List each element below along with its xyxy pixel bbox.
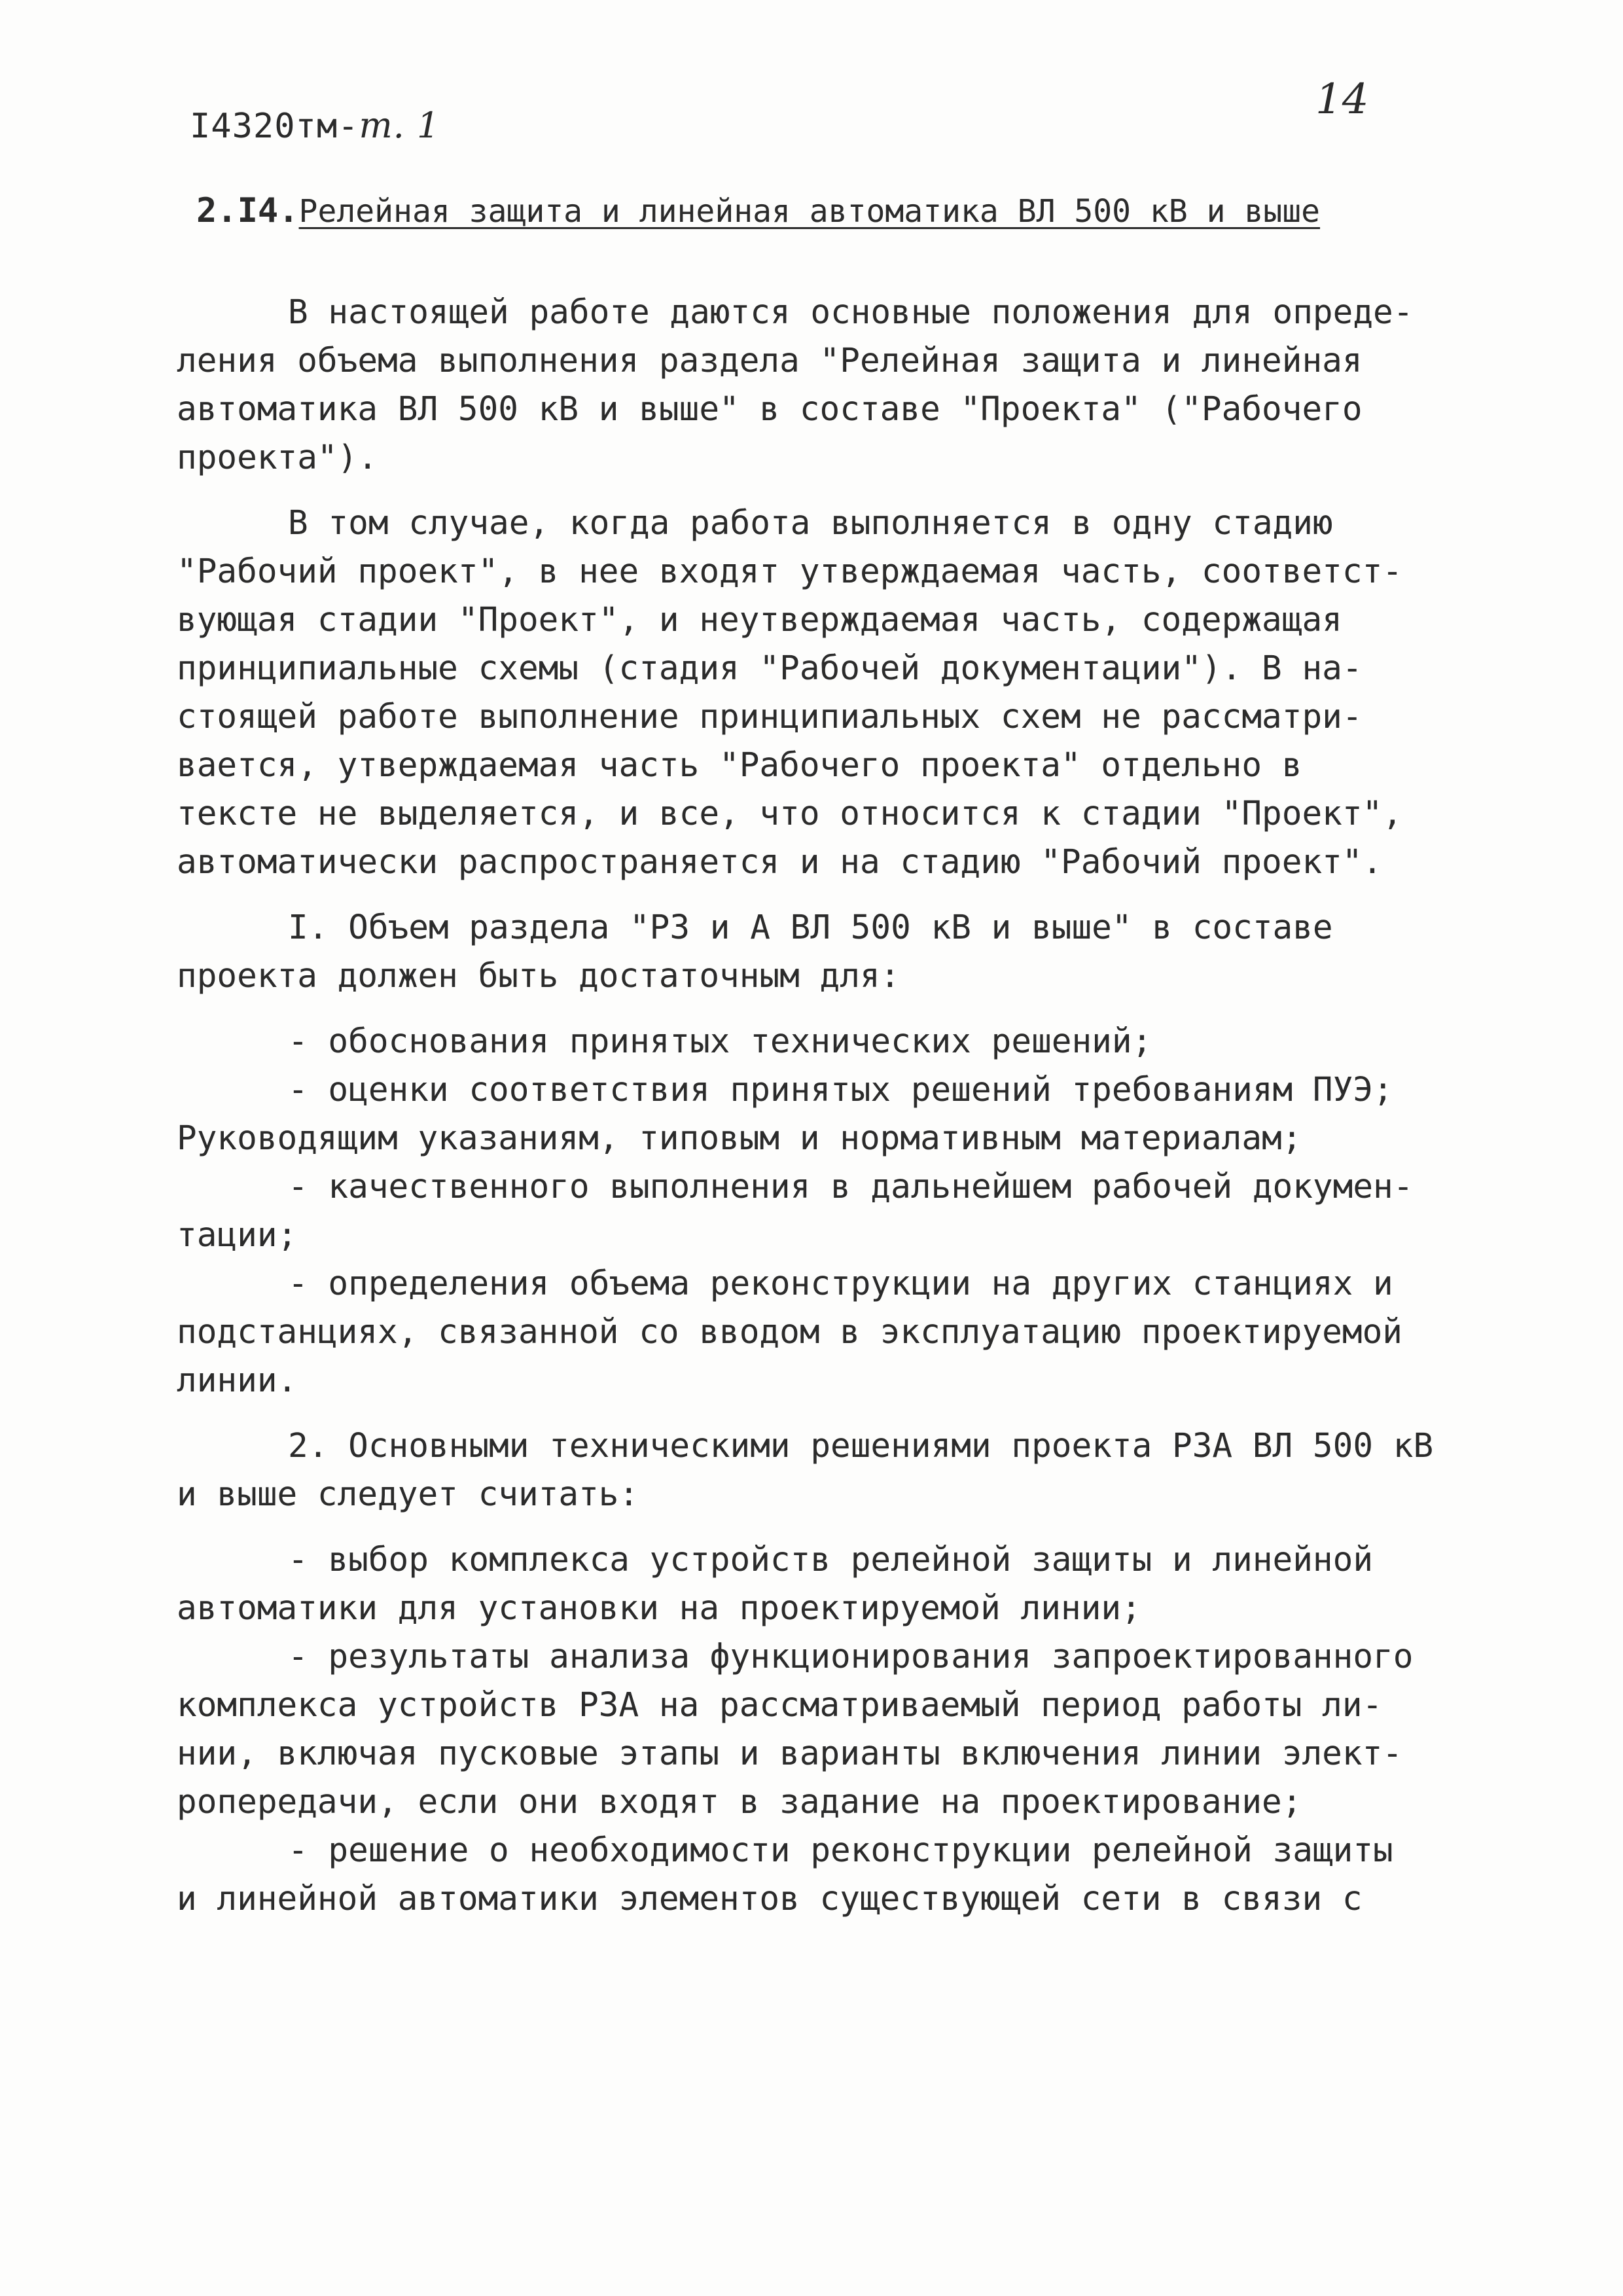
text-line: нии, включая пусковые этапы и варианты включения линии элект- <box>177 1734 1402 1773</box>
text-line: ления объема выполнения раздела "Релейная защита и линейная <box>177 342 1363 380</box>
document-code <box>190 105 440 146</box>
list-item: - оценки соответствия принятых решений требованиям ПУЭ; <box>288 1071 1393 1109</box>
section-title: Релейная защита и линейная автоматика ВЛ 500 кВ и выше <box>298 193 1321 230</box>
text-line: проекта должен быть достаточным для: <box>177 957 901 996</box>
text-line: проекта"). <box>177 439 378 477</box>
list-item: - выбор комплекса устройств релейной защиты и линейной <box>288 1541 1374 1579</box>
text-line: "Рабочий проект", в нее входят утверждаемая часть, соответст- <box>177 552 1402 591</box>
list-item: - качественного выполнения в дальнейшем рабочей докумен- <box>288 1168 1414 1206</box>
list-item: - результаты анализа функционирования запроектированного <box>288 1638 1414 1676</box>
list-item: - решение о необходимости реконструкции релейной защиты <box>288 1831 1393 1870</box>
section-heading <box>196 191 1320 230</box>
text-line: Руководящим указаниям, типовым и нормативным материалам; <box>177 1119 1302 1158</box>
list-item: - обоснования принятых технических решений; <box>288 1022 1152 1061</box>
list-item: - определения объема реконструкции на других станциях и <box>288 1265 1393 1303</box>
text-line: линии. <box>177 1361 298 1400</box>
text-line: подстанциях, связанной со вводом в эксплуатацию проектируемой <box>177 1313 1402 1352</box>
text-line: В том случае, когда работа выполняется в одну стадию <box>288 504 1333 543</box>
text-line: вается, утверждаемая часть "Рабочего проекта" отдельно в <box>177 746 1302 785</box>
text-line: ропередачи, если они входят в задание на проектирование; <box>177 1783 1302 1821</box>
text-line: стоящей работе выполнение принципиальных схем не рассматри- <box>177 698 1363 736</box>
page-number: 14 <box>1315 75 1369 124</box>
document-code-handwritten: т. 1 <box>359 105 440 146</box>
text-line: автоматически распространяется и на стадию "Рабочий проект". <box>177 843 1383 882</box>
text-line: комплекса устройств РЗА на рассматриваемый период работы ли- <box>177 1686 1383 1725</box>
text-line: тации; <box>177 1216 298 1255</box>
section-number: 2.I4. <box>196 191 299 230</box>
document-code-typed: I4320тм- <box>190 107 359 146</box>
text-line: 2. Основными техническими решениями проекта РЗА ВЛ 500 кВ <box>288 1427 1434 1465</box>
text-line: I. Объем раздела "РЗ и А ВЛ 500 кВ и выше" в составе <box>288 908 1333 947</box>
text-line: В настоящей работе даются основные положения для опреде- <box>288 293 1414 332</box>
text-line: принципиальные схемы (стадия "Рабочей документации"). В на- <box>177 649 1363 688</box>
text-line: тексте не выделяется, и все, что относится к стадии "Проект", <box>177 795 1402 833</box>
text-line: и линейной автоматики элементов существующей сети в связи с <box>177 1880 1363 1918</box>
text-line: и выше следует считать: <box>177 1475 639 1514</box>
text-line: вующая стадии "Проект", и неутверждаемая часть, содержащая <box>177 601 1342 639</box>
text-line: автоматика ВЛ 500 кВ и выше" в составе "Проекта" ("Рабочего <box>177 390 1363 429</box>
text-line: автоматики для установки на проектируемой линии; <box>177 1589 1141 1628</box>
